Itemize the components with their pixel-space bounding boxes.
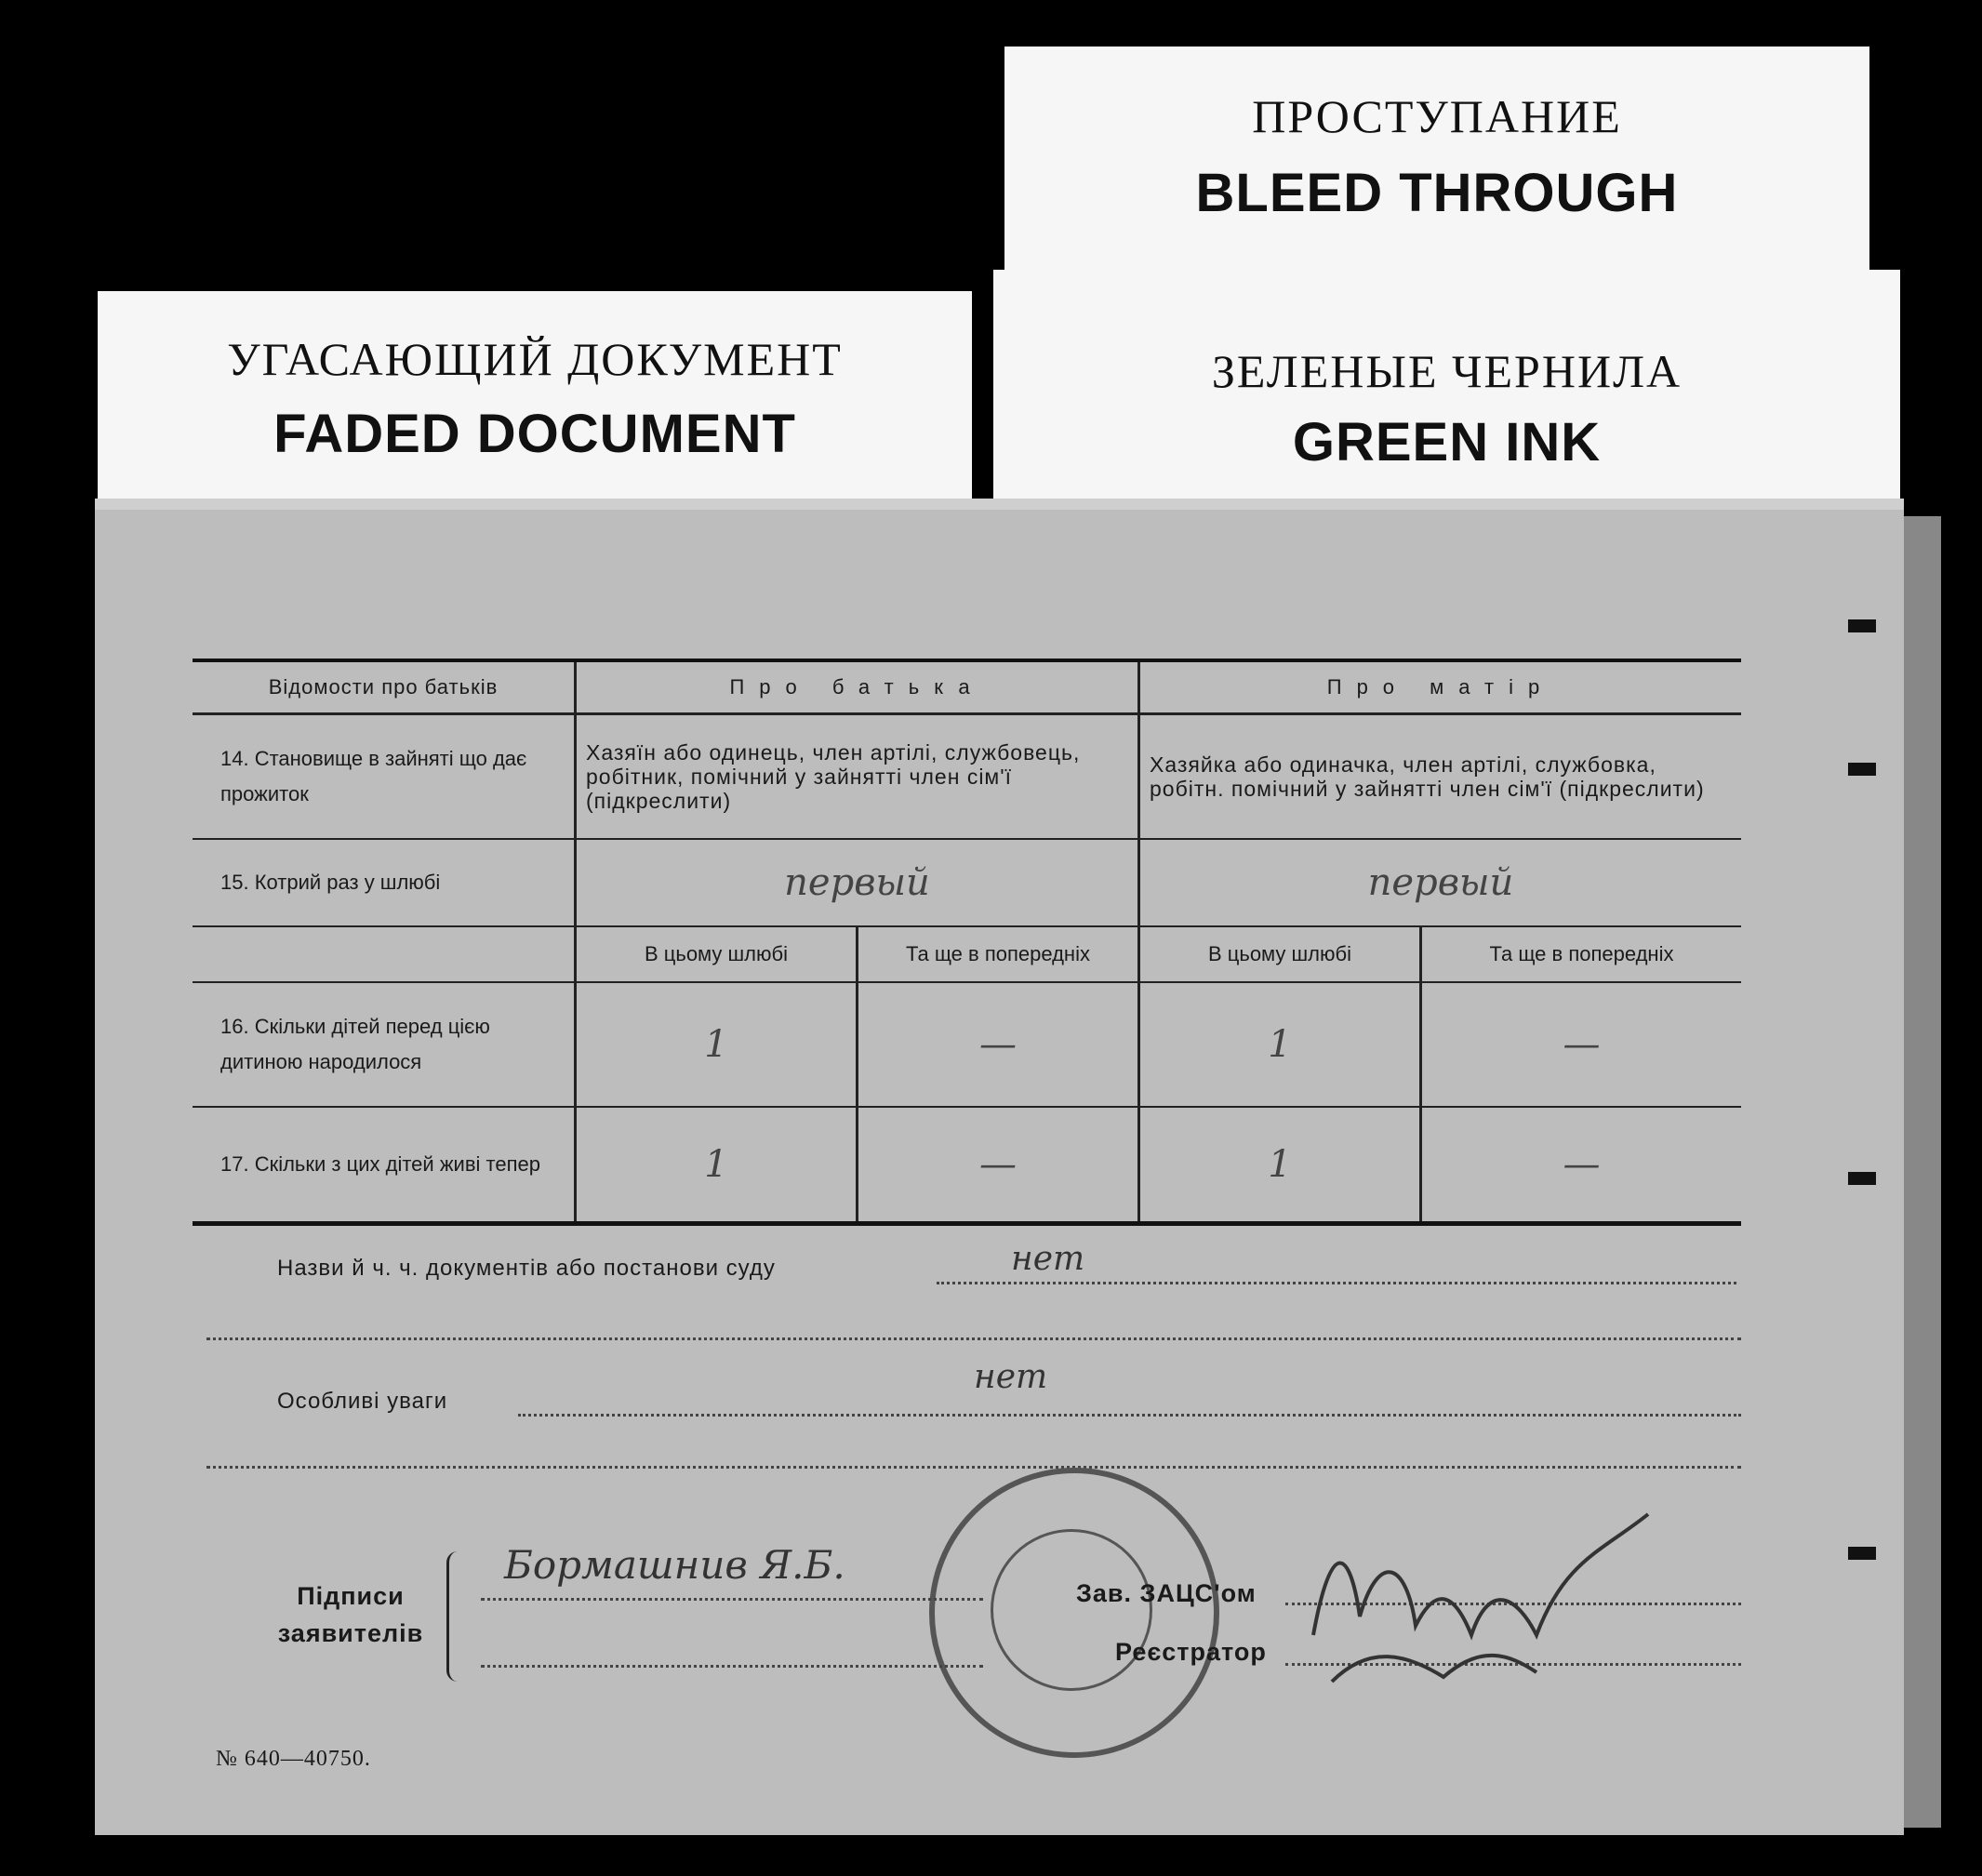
head-label: Зав. ЗАЦС'ом bbox=[1076, 1579, 1257, 1607]
row17-mother-prev: — bbox=[1421, 1107, 1742, 1224]
binding-hole bbox=[1848, 619, 1876, 632]
row14-mother: Хазяйка або одиначка, член артілі, службовка, робітн. помічний у зайнятті член сім'ї (підкреслити) bbox=[1139, 714, 1742, 840]
bleed-through-label-card bbox=[1004, 47, 1869, 288]
documents-value: нет bbox=[1011, 1240, 1085, 1278]
row16-father-prev: — bbox=[858, 982, 1139, 1107]
green-label-en: GREEN INK bbox=[1292, 412, 1602, 472]
header-parents-info: Відомости про батьків bbox=[193, 660, 576, 714]
page-edge bbox=[1904, 516, 1941, 1828]
table-row bbox=[193, 982, 1741, 1107]
documents-line bbox=[937, 1282, 1736, 1284]
green-ink-label-card bbox=[993, 270, 1900, 521]
faded-label-en: FADED DOCUMENT bbox=[273, 404, 796, 464]
remarks-line-2 bbox=[206, 1466, 1741, 1469]
registry-form-page bbox=[95, 510, 1904, 1835]
signatures-label: Підписи заявителів bbox=[277, 1582, 424, 1647]
documents-line-2 bbox=[206, 1337, 1741, 1340]
row16-mother-this: 1 bbox=[1139, 982, 1421, 1107]
row15-mother-value: первый bbox=[1139, 839, 1742, 926]
sub-father-previous: Та ще в попередніх bbox=[858, 926, 1139, 982]
header-mother: Про матір bbox=[1139, 660, 1742, 714]
registrar-signature bbox=[1295, 1496, 1685, 1700]
row17-father-prev: — bbox=[858, 1107, 1139, 1224]
documents-label: Назви й ч. ч. документів або постанови суду bbox=[277, 1256, 776, 1281]
row15-label: 15. Котрий раз у шлюбі bbox=[193, 839, 576, 926]
sub-father-this: В цьому шлюбі bbox=[576, 926, 858, 982]
faded-label-ru: УГАСАЮЩИЙ ДОКУМЕНТ bbox=[227, 333, 843, 385]
bleed-label-en: BLEED THROUGH bbox=[1195, 163, 1679, 223]
binding-hole bbox=[1848, 1172, 1876, 1185]
row14-father: Хазяїн або одинець, член артілі, службовець, робітник, помічний у зайнятті член сім'ї (підкреслити) bbox=[576, 714, 1139, 840]
row17-label: 17. Скільки з цих дітей живі тепер bbox=[193, 1107, 576, 1224]
form-number: № 640—40750. bbox=[216, 1747, 371, 1771]
row15-father-value: первый bbox=[576, 839, 1139, 926]
table-row bbox=[193, 839, 1741, 926]
signature-line-2 bbox=[481, 1665, 983, 1668]
row14-label: 14. Становище в зайняті що дає прожиток bbox=[193, 714, 576, 840]
table-row bbox=[193, 1107, 1741, 1224]
remarks-value: нет bbox=[974, 1358, 1048, 1396]
sub-mother-this: В цьому шлюбі bbox=[1139, 926, 1421, 982]
green-label-ru: ЗЕЛЕНЫЕ ЧЕРНИЛА bbox=[1211, 345, 1683, 397]
table-row bbox=[193, 714, 1741, 840]
row16-mother-prev: — bbox=[1421, 982, 1742, 1107]
row17-father-this: 1 bbox=[576, 1107, 858, 1224]
row16-father-this: 1 bbox=[576, 982, 858, 1107]
applicant-signature: Бормашнив Я.Б. bbox=[504, 1542, 845, 1588]
header-father: Про батька bbox=[576, 660, 1139, 714]
remarks-line bbox=[518, 1414, 1741, 1417]
remarks-label: Особливі уваги bbox=[277, 1389, 448, 1414]
signatures-brace bbox=[446, 1551, 462, 1682]
row17-mother-this: 1 bbox=[1139, 1107, 1421, 1224]
table-subheader-row bbox=[193, 926, 1741, 982]
binding-hole bbox=[1848, 763, 1876, 776]
registrar-label: Реєстратор bbox=[1115, 1638, 1267, 1666]
table-header-row bbox=[193, 660, 1741, 714]
row16-label: 16. Скільки дітей перед цією дитиною народилося bbox=[193, 982, 576, 1107]
official-stamp bbox=[929, 1468, 1219, 1758]
signature-line-1 bbox=[481, 1598, 983, 1601]
parents-info-table bbox=[193, 659, 1741, 1226]
sub-mother-previous: Та ще в попередніх bbox=[1421, 926, 1742, 982]
bleed-label-ru: ПРОСТУПАНИЕ bbox=[1252, 90, 1622, 142]
binding-hole bbox=[1848, 1547, 1876, 1560]
faded-document-label-card bbox=[98, 291, 972, 533]
